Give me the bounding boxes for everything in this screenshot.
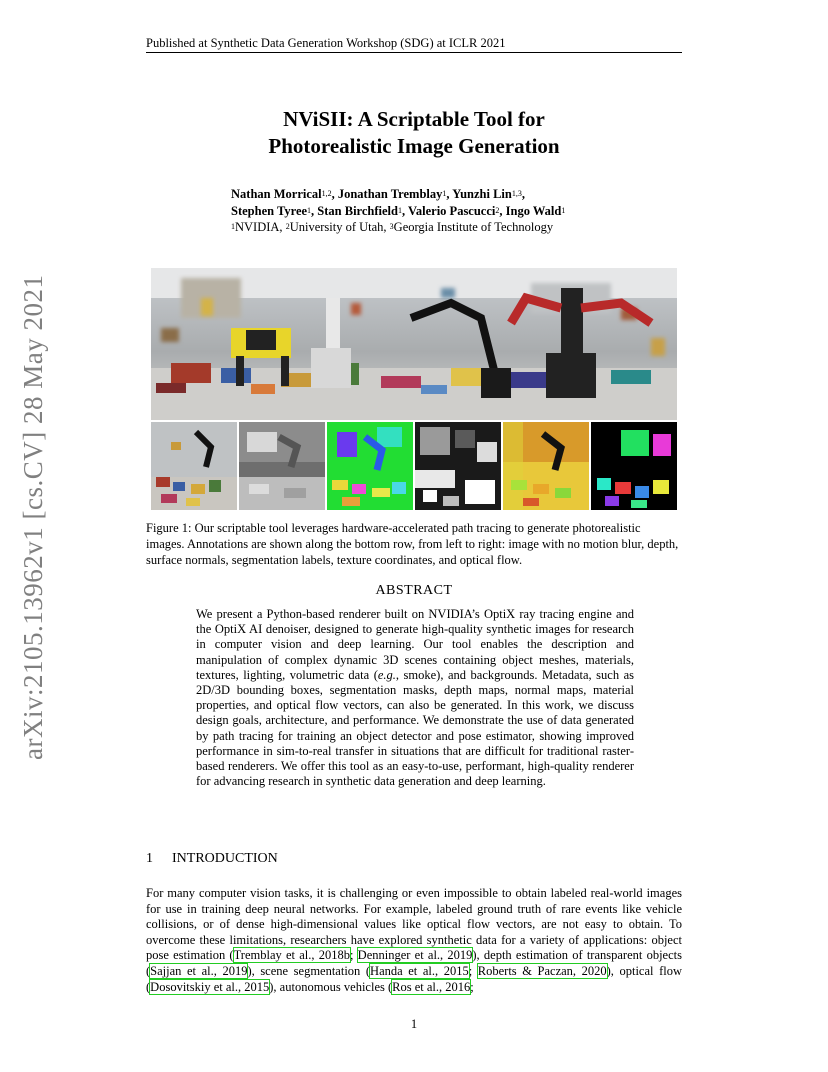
figure-main-render	[151, 268, 677, 420]
thumb-texcoord-image	[503, 422, 589, 510]
render-scene-image	[151, 268, 677, 420]
intro-text: ), scene segmentation (	[247, 963, 371, 978]
thumb-optical-flow	[591, 422, 677, 510]
author-line-1: Nathan Morrical$^{1,2}$, Jonathan Tremblay$^1$, Yunzhi Lin$^{1,3}$,	[231, 187, 525, 201]
abstract-text: , smoke), and backgrounds. Metadata, such as 2D/3D bounding boxes, segmentation masks, depth maps, normal maps, material properties, and optical flow vectors, can also be generated. In this work, we discuss design goals, architecture, and performance. We demonstrate the use of data generated by path tracing for training an object detector and pose estimator, showing improved performance in sim-to-real transfer in situations that are difficult for traditional raster-based renderers. We offer this tool as an easy-to-use, performant, high-quality renderer for advancing research in synthetic data generation and deep learning.	[196, 667, 634, 789]
intro-text: For many computer vision tasks, it is challenging or even impossible to obtain labeled real-world images for use in training deep neural networks. For example, labeled ground truth of rare events like vehicle collisions, or of dense high-dimensional values like optical flow vectors, are not easy to obtain. To overcome these limitations, researchers have explored synthetic data for a variety of applications: object pose estimation (	[146, 886, 682, 963]
abstract-text-italic: e.g.	[377, 667, 396, 682]
thumb-depth-image	[239, 422, 325, 510]
abstract-heading: ABSTRACT	[375, 583, 453, 598]
affil-sup: 1	[397, 206, 402, 215]
figure-caption: Figure 1: Our scriptable tool leverages hardware-accelerated path tracing to generate photorealistic images. Annotations are shown along the bottom row, from left to right: image with no motion blur, depth, surface normals, segmentation labels, texture coordinates, and optical flow.	[146, 521, 679, 567]
citation-link[interactable]: Handa et al., 2015	[370, 963, 469, 978]
intro-text: ;	[470, 979, 474, 994]
citation-link[interactable]: Denninger et al., 2019	[357, 948, 473, 963]
introduction-body	[146, 886, 682, 995]
author-name: Yunzhi Lin	[452, 187, 512, 201]
affil-sup: 2	[495, 206, 500, 215]
author-name: Nathan Morrical	[231, 187, 322, 201]
citation-link[interactable]: Sajjan et al., 2019	[150, 963, 248, 978]
author-name: Stephen Tyree	[231, 204, 308, 218]
affil-sup: 1	[231, 222, 235, 231]
author-name: Valerio Pascucci	[408, 204, 496, 218]
citation-link[interactable]: Roberts & Paczan, 2020	[477, 963, 607, 978]
citation-link[interactable]: Ros et al., 2016	[392, 979, 471, 994]
thumb-texture-coordinates	[503, 422, 589, 510]
abstract-text: We present a Python-based renderer built on NVIDIA’s OptiX ray tracing engine and the OptiX AI denoiser, designed to generate high-quality synthetic images for research in computer vision and deep learning. Our tool enables the description and manipulation of complex dynamic 3D scenes containing object meshes, materials, textures, lighting, volumetric data (	[196, 607, 634, 682]
intro-text: ;	[468, 963, 478, 978]
affiliations	[231, 219, 553, 236]
figure-annotation-row	[151, 422, 677, 510]
affil-sup: 1	[561, 206, 566, 215]
section-heading-introduction	[146, 851, 278, 867]
affiliation: NVIDIA,	[235, 220, 286, 234]
affil-sup: 1	[307, 206, 312, 215]
thumb-no-motion-blur	[151, 422, 237, 510]
abstract-body	[196, 607, 634, 789]
paper-title-line-1: NViSII: A Scriptable Tool for	[283, 107, 545, 131]
citation-link[interactable]: Tremblay et al., 2018b	[233, 948, 350, 963]
intro-text: ), autonomous vehicles (	[269, 979, 393, 994]
thumb-image	[151, 422, 237, 510]
affiliation: Georgia Institute of Technology	[393, 220, 554, 234]
thumb-flow-image	[591, 422, 677, 510]
header-rule	[146, 52, 682, 53]
affiliation: University of Utah,	[289, 220, 390, 234]
citation-link[interactable]: Dosovitskiy et al., 2015	[150, 979, 270, 994]
thumb-segmentation	[415, 422, 501, 510]
author-name: Stan Birchfield	[317, 204, 398, 218]
affil-sup: 1,3	[511, 189, 522, 198]
thumb-depth	[239, 422, 325, 510]
section-title: INTRODUCTION	[172, 851, 278, 866]
thumb-normals-image	[327, 422, 413, 510]
author-name: Jonathan Tremblay	[337, 187, 443, 201]
intro-text: ;	[349, 948, 358, 963]
affil-sup: 2	[285, 222, 290, 231]
paper-title-line-2: Photorealistic Image Generation	[268, 134, 560, 158]
author-name: Ingo Wald	[505, 204, 562, 218]
running-header: Published at Synthetic Data Generation Workshop (SDG) at ICLR 2021	[146, 36, 506, 50]
affil-sup: 3	[389, 222, 394, 231]
section-number: 1	[146, 851, 153, 866]
page-number: 1	[410, 1017, 418, 1031]
affil-sup: 1	[442, 189, 447, 198]
intro-text: ), depth estimation of transparent objects (	[146, 948, 682, 978]
thumb-segmentation-image	[415, 422, 501, 510]
intro-text: ), optical flow (	[146, 963, 682, 994]
arxiv-side-label: arXiv:2105.13962v1 [cs.CV] 28 May 2021	[18, 274, 48, 760]
author-line-2: Stephen Tyree$^1$, Stan Birchfield$^1$, Valerio Pascucci$^2$, Ingo Wald$^1$	[231, 204, 566, 218]
thumb-surface-normals	[327, 422, 413, 510]
affil-sup: 1,2	[321, 189, 332, 198]
